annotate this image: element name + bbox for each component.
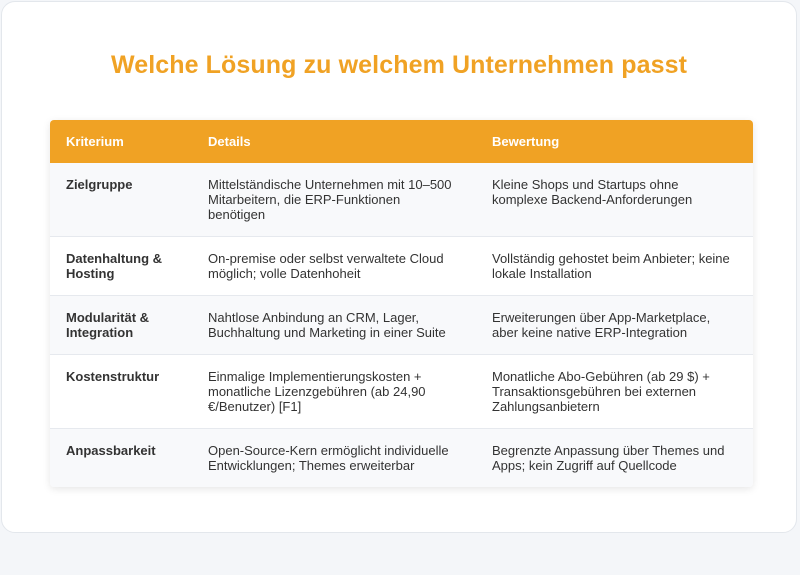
cell-kriterium: Kostenstruktur [66,369,160,384]
table-header-row [50,120,753,163]
page-title: Welche Lösung zu welchem Unternehmen passt [110,51,688,79]
cell-bewertung: Monatliche Abo-Gebühren (ab 29 $) + Transaktionsgebühren bei externen Zahlungsanbietern [492,369,710,414]
table-row [50,163,753,237]
cell-bewertung: Erweiterungen über App-Marketplace, aber keine native ERP-Integration [492,310,711,340]
table-row [50,296,753,355]
table-row [50,237,753,296]
cell-details: On-premise oder selbst verwaltete Cloud möglich; volle Datenhoheit [208,251,444,281]
cell-kriterium: Datenhaltung & Hosting [66,251,163,281]
comparison-table [50,120,753,487]
table-body [50,163,753,487]
cell-details: Open-Source-Kern ermöglicht individuelle Entwicklungen; Themes erweiterbar [208,443,449,473]
cell-details: Nahtlose Anbindung an CRM, Lager, Buchhaltung und Marketing in einer Suite [208,310,446,340]
cell-kriterium: Modularität & Integration [66,310,150,340]
cell-bewertung: Vollständig gehostet beim Anbieter; keine lokale Installation [492,251,730,281]
cell-kriterium: Anpassbarkeit [66,443,156,458]
content-card [1,1,797,533]
table-header [50,120,753,163]
table-row [50,429,753,488]
cell-details: Einmalige Implementierungskosten + monatliche Lizenzgebühren (ab 24,90 €/Benutzer) [F1] [208,369,426,414]
cell-kriterium: Zielgruppe [66,177,133,192]
comparison-table-container [50,120,753,487]
cell-details: Mittelständische Unternehmen mit 10–500 Mitarbeitern, die ERP-Funktionen benötigen [208,177,452,222]
cell-bewertung: Begrenzte Anpassung über Themes und Apps; kein Zugriff auf Quellcode [492,443,725,473]
header-bewertung: Bewertung [492,134,560,149]
header-details: Details [208,134,251,149]
header-kriterium: Kriterium [66,134,124,149]
table-row [50,355,753,429]
cell-bewertung: Kleine Shops und Startups ohne komplexe Backend-Anforderungen [492,177,693,207]
